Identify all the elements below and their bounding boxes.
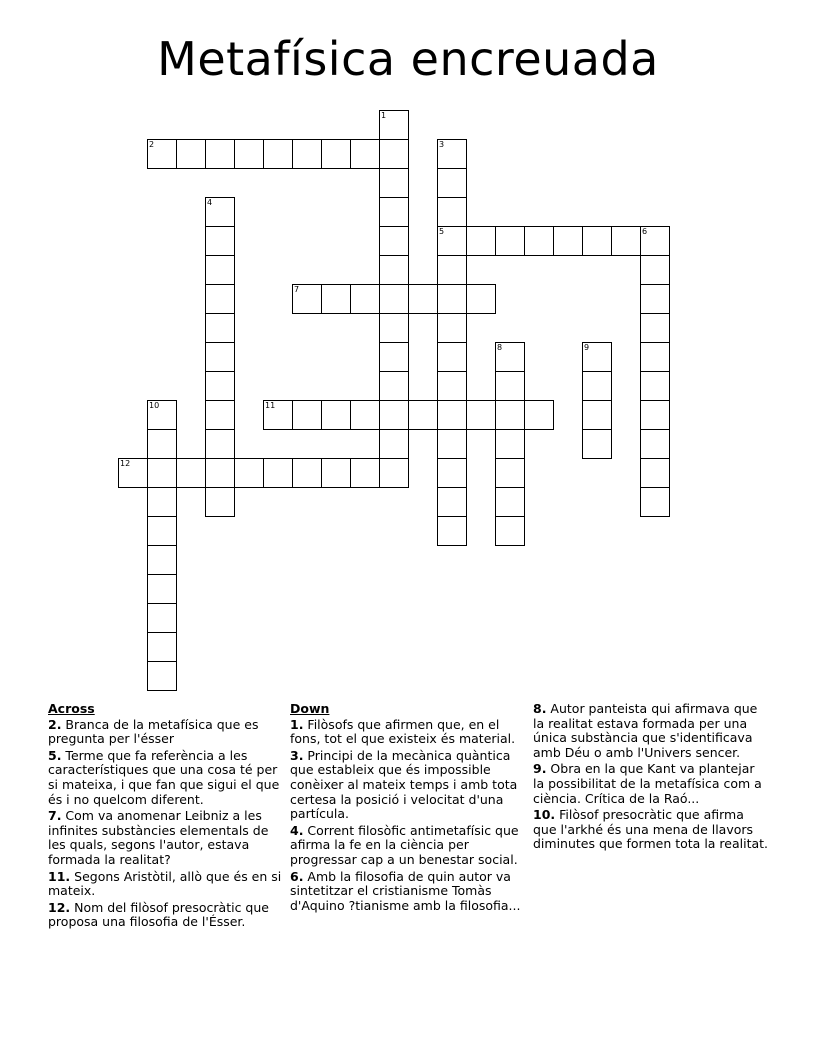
- down-clue: [533, 808, 769, 852]
- grid-cell[interactable]: [379, 284, 409, 314]
- grid-cell[interactable]: [321, 400, 351, 430]
- clue-number: 12: [120, 459, 131, 468]
- grid-cell[interactable]: [147, 487, 177, 517]
- grid-cell[interactable]: [640, 487, 670, 517]
- grid-cell[interactable]: [495, 458, 525, 488]
- grid-cell[interactable]: [205, 313, 235, 343]
- grid-cell[interactable]: [408, 400, 438, 430]
- clue-text: Corrent filosòfic antimetafísic que afirma la fe en la ciència per progressar cap a un benestar social.: [290, 822, 519, 867]
- grid-cell[interactable]: [205, 371, 235, 401]
- grid-cell[interactable]: [466, 400, 496, 430]
- grid-cell[interactable]: [466, 284, 496, 314]
- grid-cell[interactable]: [292, 139, 322, 169]
- grid-cell[interactable]: [379, 168, 409, 198]
- clue-number: 11.: [48, 868, 71, 884]
- grid-cell[interactable]: [640, 371, 670, 401]
- grid-cell[interactable]: [640, 400, 670, 430]
- grid-cell[interactable]: [582, 371, 612, 401]
- clue-number: 3: [439, 140, 445, 149]
- grid-cell[interactable]: [379, 429, 409, 459]
- grid-cell[interactable]: [350, 284, 380, 314]
- down-clues: [290, 702, 526, 915]
- grid-cell[interactable]: [640, 284, 670, 314]
- clue-number: 1: [381, 111, 387, 120]
- clue-number: 2: [149, 140, 155, 149]
- grid-cell[interactable]: [640, 429, 670, 459]
- down-clue: [290, 870, 526, 914]
- grid-cell[interactable]: [437, 400, 467, 430]
- clue-number: 3.: [290, 747, 304, 763]
- grid-cell[interactable]: [582, 429, 612, 459]
- grid-cell[interactable]: [437, 255, 467, 285]
- clue-text: Filòsofs que afirmen que, en el fons, tot el que existeix és material.: [290, 716, 516, 747]
- grid-cell[interactable]: [205, 342, 235, 372]
- grid-cell[interactable]: [524, 226, 554, 256]
- down-heading: Down: [290, 701, 330, 716]
- clue-number: 4: [207, 198, 213, 207]
- grid-cell[interactable]: [495, 487, 525, 517]
- grid-cell[interactable]: [379, 197, 409, 227]
- grid-cell[interactable]: [147, 516, 177, 546]
- across-clue: [48, 901, 284, 930]
- grid-cell[interactable]: [640, 342, 670, 372]
- grid-cell[interactable]: [582, 400, 612, 430]
- across-heading: Across: [48, 701, 95, 716]
- clue-text: Com va anomenar Leibniz a les infinites substàncies elementals de les quals, segons l'autor, estava formada la realitat?: [48, 808, 269, 867]
- clue-text: Principi de la mecànica quàntica que estableix que és impossible conèixer al mateix temps i amb tota certesa la posició i velocitat d'una partícula.: [290, 747, 518, 822]
- clue-text: Nom del filòsof presocràtic que proposa una filosofia de l'Ésser.: [48, 899, 269, 930]
- grid-cell[interactable]: [263, 139, 293, 169]
- grid-cell[interactable]: [379, 458, 409, 488]
- clue-number: 11: [265, 401, 276, 410]
- grid-cell[interactable]: [437, 429, 467, 459]
- grid-cell[interactable]: [350, 458, 380, 488]
- clue-number: 6.: [290, 868, 304, 884]
- grid-cell[interactable]: [205, 255, 235, 285]
- clue-text: Branca de la metafísica que es pregunta per l'ésser: [48, 716, 259, 747]
- down-clue: [533, 702, 769, 760]
- grid-cell[interactable]: [640, 255, 670, 285]
- grid-cell[interactable]: [147, 429, 177, 459]
- grid-cell[interactable]: [495, 516, 525, 546]
- clue-number: 10: [149, 401, 160, 410]
- grid-cell[interactable]: [350, 139, 380, 169]
- clue-number: 9: [584, 343, 590, 352]
- grid-cell[interactable]: [321, 139, 351, 169]
- grid-cell[interactable]: [437, 342, 467, 372]
- grid-cell[interactable]: [292, 400, 322, 430]
- grid-cell[interactable]: [611, 226, 641, 256]
- across-clues: [48, 702, 284, 932]
- clue-number: 7: [294, 285, 300, 294]
- clue-text: Obra en la que Kant va plantejar la possibilitat de la metafísica com a ciència. Crítica de la Raó...: [533, 761, 762, 806]
- down-clues-continued: [533, 702, 769, 854]
- grid-cell[interactable]: [379, 255, 409, 285]
- grid-cell[interactable]: [147, 603, 177, 633]
- grid-cell[interactable]: [147, 661, 177, 691]
- clue-text: Segons Aristòtil, allò que és en si mateix.: [48, 868, 282, 899]
- grid-cell[interactable]: [292, 458, 322, 488]
- grid-cell[interactable]: [524, 400, 554, 430]
- grid-cell[interactable]: [350, 400, 380, 430]
- grid-cell[interactable]: [205, 284, 235, 314]
- clue-number: 10.: [533, 807, 556, 823]
- grid-cell[interactable]: [466, 226, 496, 256]
- down-clue: [290, 718, 526, 747]
- grid-cell[interactable]: [147, 574, 177, 604]
- grid-cell[interactable]: [176, 139, 206, 169]
- grid-cell[interactable]: [147, 545, 177, 575]
- clue-number: 8.: [533, 701, 547, 716]
- clue-number: 8: [497, 343, 503, 352]
- grid-cell[interactable]: [495, 226, 525, 256]
- across-clue: [48, 749, 284, 807]
- grid-cell[interactable]: [379, 313, 409, 343]
- grid-cell[interactable]: [437, 197, 467, 227]
- grid-cell[interactable]: [408, 284, 438, 314]
- grid-cell[interactable]: [437, 284, 467, 314]
- grid-cell[interactable]: [495, 400, 525, 430]
- grid-cell[interactable]: [437, 371, 467, 401]
- grid-cell[interactable]: [379, 371, 409, 401]
- grid-cell[interactable]: [640, 458, 670, 488]
- grid-cell[interactable]: [321, 458, 351, 488]
- down-clue: [533, 762, 769, 806]
- grid-cell[interactable]: [437, 487, 467, 517]
- grid-cell[interactable]: [553, 226, 583, 256]
- clue-text: Autor panteista qui afirmava que la realitat estava formada per una única substància que s'identificava amb Déu o amb l'Univers sencer.: [533, 701, 758, 760]
- grid-cell[interactable]: [176, 458, 206, 488]
- clue-number: 9.: [533, 761, 547, 777]
- grid-cell[interactable]: [205, 226, 235, 256]
- grid-cell[interactable]: [379, 139, 409, 169]
- clue-number: 12.: [48, 899, 71, 915]
- grid-cell[interactable]: [379, 226, 409, 256]
- grid-cell[interactable]: [205, 458, 235, 488]
- clue-number: 5.: [48, 747, 62, 763]
- grid-cell[interactable]: [582, 226, 612, 256]
- grid-cell[interactable]: [437, 458, 467, 488]
- grid-cell[interactable]: [495, 371, 525, 401]
- clue-text: Amb la filosofia de quin autor va sintetitzar el cristianisme Tomàs d'Aquino ?tianisme amb la filosofia...: [290, 868, 521, 913]
- page-title: Metafísica encreuada: [157, 32, 659, 86]
- grid-cell[interactable]: [205, 400, 235, 430]
- grid-cell[interactable]: [147, 458, 177, 488]
- across-clue: [48, 809, 284, 867]
- grid-cell[interactable]: [234, 139, 264, 169]
- down-clue: [290, 749, 526, 822]
- grid-cell[interactable]: [205, 139, 235, 169]
- grid-cell[interactable]: [205, 429, 235, 459]
- grid-cell[interactable]: [437, 313, 467, 343]
- grid-cell[interactable]: [147, 632, 177, 662]
- clue-number: 7.: [48, 808, 62, 824]
- grid-cell[interactable]: [379, 342, 409, 372]
- across-clue: [48, 870, 284, 899]
- clue-number: 2.: [48, 716, 62, 732]
- grid-cell[interactable]: [437, 516, 467, 546]
- grid-cell[interactable]: [234, 458, 264, 488]
- clue-number: 5: [439, 227, 445, 236]
- grid-cell[interactable]: [379, 400, 409, 430]
- down-clue: [290, 824, 526, 868]
- across-clue: [48, 718, 284, 747]
- clue-number: 1.: [290, 716, 304, 732]
- clue-text: Terme que fa referència a les característiques que una cosa té per si mateixa, i que fan que sigui el que és i no quelcom diferent.: [48, 747, 280, 807]
- clue-text: Filòsof presocràtic que afirma que l'arkhé és una mena de llavors diminutes que formen tota la realitat.: [533, 807, 769, 852]
- clue-number: 4.: [290, 822, 304, 838]
- grid-cell[interactable]: [263, 458, 293, 488]
- grid-cell[interactable]: [321, 284, 351, 314]
- grid-cell[interactable]: [640, 313, 670, 343]
- clue-number: 6: [642, 227, 648, 236]
- grid-cell[interactable]: [495, 429, 525, 459]
- grid-cell[interactable]: [205, 487, 235, 517]
- grid-cell[interactable]: [437, 168, 467, 198]
